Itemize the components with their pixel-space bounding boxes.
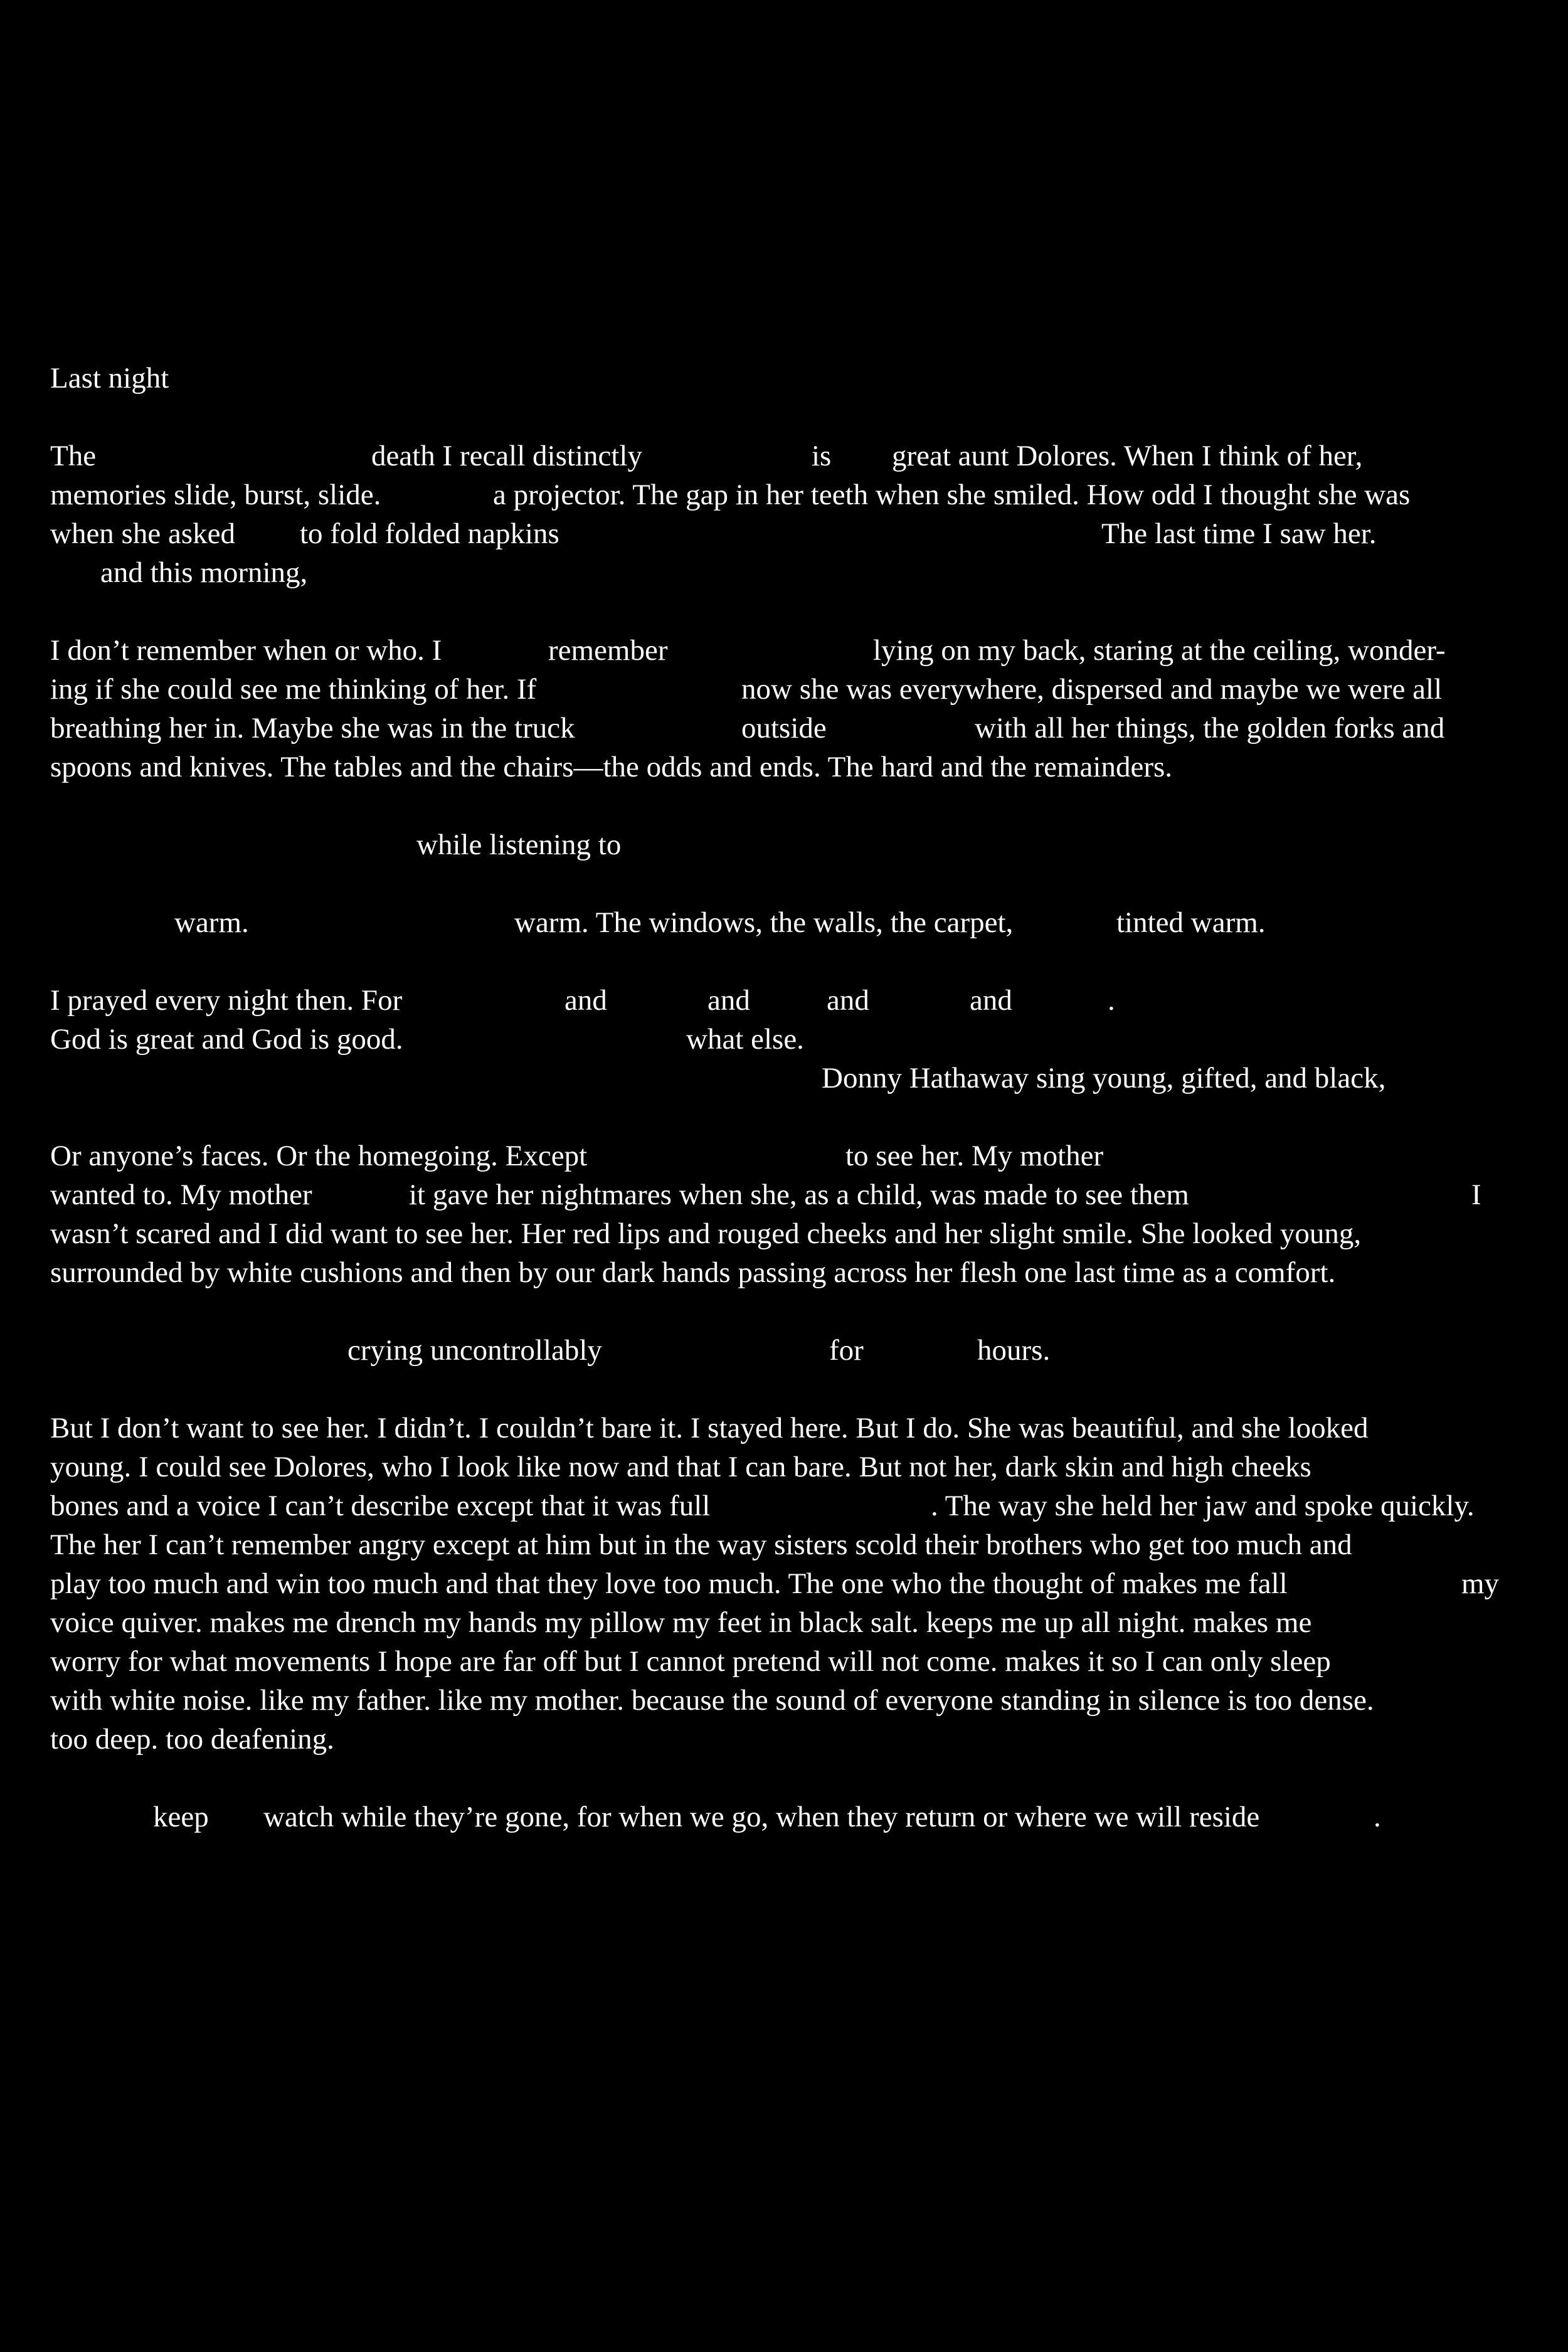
- text-fragment: bones and a voice I can’t describe except that it was full: [50, 1490, 711, 1522]
- text-fragment: Or anyone’s faces. Or the homegoing. Except: [50, 1140, 588, 1172]
- text-fragment: I: [1471, 1179, 1481, 1211]
- text-fragment: The last time I saw her.: [1101, 517, 1377, 550]
- text-line: [50, 1214, 1530, 1253]
- text-fragment: with all her things, the golden forks and: [975, 712, 1445, 744]
- text-fragment: to fold folded napkins: [300, 517, 559, 550]
- text-fragment: and this morning,: [100, 556, 308, 589]
- stanza-gap: [50, 1098, 1530, 1136]
- text-line: [50, 1020, 1530, 1059]
- text-fragment: breathing her in. Maybe she was in the truck: [50, 712, 575, 744]
- text-fragment: what else.: [686, 1023, 804, 1056]
- text-fragment: now she was everywhere, dispersed and maybe we were all: [741, 673, 1443, 706]
- text-line: [50, 1409, 1530, 1448]
- text-line: [50, 709, 1530, 748]
- text-fragment: for: [829, 1334, 864, 1367]
- erasure-poem-text: [50, 359, 1530, 1836]
- text-line: [50, 1486, 1530, 1525]
- stanza-gap: [50, 942, 1530, 981]
- text-fragment: memories slide, burst, slide.: [50, 479, 381, 511]
- text-fragment: a projector. The gap in her teeth when she smiled. How odd I thought she was: [493, 479, 1411, 511]
- text-line: [50, 1448, 1530, 1486]
- stanza-gap: [50, 1292, 1530, 1331]
- text-fragment: hours.: [977, 1334, 1051, 1367]
- text-line: [50, 1564, 1530, 1603]
- text-fragment: death I recall distinctly: [371, 440, 642, 472]
- text-line: [50, 825, 1530, 864]
- text-fragment: outside: [741, 712, 827, 744]
- text-fragment: God is great and God is good.: [50, 1023, 403, 1056]
- text-fragment: too deep. too deafening.: [50, 1723, 334, 1756]
- text-line: [50, 475, 1530, 514]
- text-line: [50, 553, 1530, 592]
- text-fragment: with white noise. like my father. like my mother. because the sound of everyone standing in silence is too dense.: [50, 1684, 1374, 1717]
- text-fragment: and: [564, 984, 607, 1017]
- text-fragment: it gave her nightmares when she, as a child, was made to see them: [409, 1179, 1189, 1211]
- text-fragment: remember: [548, 634, 668, 667]
- text-fragment: play too much and win too much and that they love too much. The one who the thought of makes me fall: [50, 1567, 1288, 1600]
- text-line: [50, 1175, 1530, 1214]
- text-fragment: I don’t remember when or who. I: [50, 634, 442, 667]
- text-fragment: . The way she held her jaw and spoke quickly.: [931, 1490, 1475, 1522]
- text-line: [50, 1059, 1530, 1098]
- text-fragment: Donny Hathaway sing young, gifted, and black,: [822, 1062, 1386, 1094]
- stanza-gap: [50, 398, 1530, 437]
- text-line: [50, 1603, 1530, 1642]
- text-line: [50, 670, 1530, 709]
- stanza-gap: [50, 592, 1530, 631]
- text-fragment: The her I can’t remember angry except at him but in the way sisters scold their brothers who get too much and: [50, 1528, 1352, 1561]
- text-fragment: when she asked: [50, 517, 235, 550]
- text-fragment: young. I could see Dolores, who I look like now and that I can bare. But not her, dark skin and high cheeks: [50, 1451, 1311, 1483]
- text-fragment: while listening to: [416, 829, 622, 861]
- text-line: [50, 903, 1530, 942]
- text-fragment: great aunt Dolores. When I think of her,: [892, 440, 1363, 472]
- text-fragment: But I don’t want to see her. I didn’t. I couldn’t bare it. I stayed here. But I do. She was beautiful, and she looked: [50, 1412, 1369, 1444]
- text-fragment: lying on my back, staring at the ceiling, wonder-: [873, 634, 1446, 667]
- text-fragment: worry for what movements I hope are far off but I cannot pretend will not come. makes it so I can only sleep: [50, 1645, 1331, 1678]
- text-fragment: keep: [153, 1801, 209, 1833]
- stanza-gap: [50, 864, 1530, 903]
- text-fragment: The: [50, 440, 97, 472]
- text-fragment: ing if she could see me thinking of her. If: [50, 673, 537, 706]
- stanza-gap: [50, 787, 1530, 825]
- text-fragment: warm. The windows, the walls, the carpet,: [514, 906, 1014, 939]
- text-fragment: spoons and knives. The tables and the chairs—the odds and ends. The hard and the remainders.: [50, 751, 1173, 783]
- text-line: [50, 1525, 1530, 1564]
- text-line: [50, 1331, 1530, 1370]
- text-fragment: surrounded by white cushions and then by our dark hands passing across her flesh one last time as a comfort.: [50, 1256, 1336, 1289]
- text-fragment: watch while they’re gone, for when we go, when they return or where we will reside: [263, 1801, 1260, 1833]
- stanza-gap: [50, 1759, 1530, 1798]
- text-line: [50, 1798, 1530, 1836]
- text-fragment: is: [812, 440, 832, 472]
- text-line: [50, 1642, 1530, 1681]
- text-fragment: Last night: [50, 362, 169, 395]
- text-line: [50, 1253, 1530, 1292]
- text-fragment: to see her. My mother: [845, 1140, 1104, 1172]
- text-fragment: and: [827, 984, 869, 1017]
- text-fragment: voice quiver. makes me drench my hands my pillow my feet in black salt. keeps me up all night. makes me: [50, 1606, 1312, 1639]
- text-fragment: crying uncontrollably: [347, 1334, 602, 1367]
- text-fragment: wanted to. My mother: [50, 1179, 312, 1211]
- text-line: [50, 1720, 1530, 1759]
- text-line: [50, 359, 1530, 398]
- text-line: [50, 981, 1530, 1020]
- text-line: [50, 748, 1530, 787]
- text-line: [50, 1681, 1530, 1720]
- text-fragment: wasn’t scared and I did want to see her. Her red lips and rouged cheeks and her slight smile. She looked young,: [50, 1217, 1362, 1250]
- text-fragment: my: [1461, 1567, 1500, 1600]
- text-fragment: .: [1374, 1801, 1381, 1833]
- text-line: [50, 514, 1530, 553]
- text-fragment: and: [707, 984, 750, 1017]
- text-line: [50, 437, 1530, 475]
- text-line: [50, 1136, 1530, 1175]
- text-fragment: tinted warm.: [1116, 906, 1266, 939]
- text-fragment: warm.: [174, 906, 249, 939]
- text-fragment: and: [970, 984, 1012, 1017]
- stanza-gap: [50, 1370, 1530, 1409]
- text-fragment: .: [1108, 984, 1115, 1017]
- text-fragment: I prayed every night then. For: [50, 984, 403, 1017]
- text-line: [50, 631, 1530, 670]
